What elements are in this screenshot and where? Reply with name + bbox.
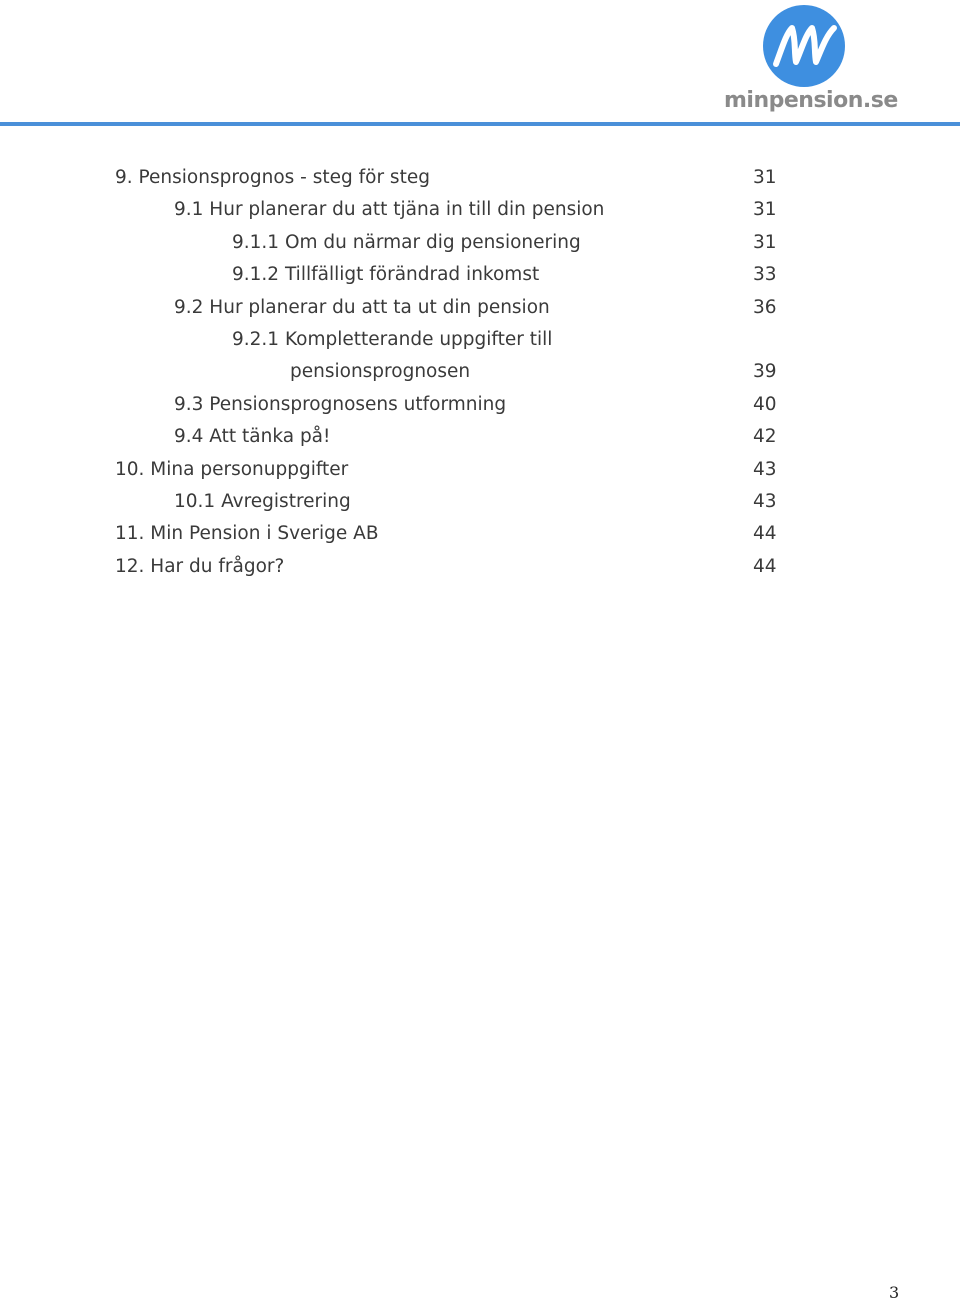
logo-wordmark: minpension.se [724, 88, 898, 113]
toc-entry[interactable] [0, 194, 960, 226]
toc-entry-page: 31 [753, 231, 777, 253]
toc-entry-page: 40 [753, 393, 777, 415]
toc-entry-label: 12. Har du frågor? [115, 555, 285, 577]
toc-entry-page: 33 [753, 264, 777, 286]
toc-entry-page: 31 [753, 167, 777, 188]
page-header [0, 0, 960, 130]
toc-entry-label: pensionsprognosen [290, 361, 471, 383]
toc-entry[interactable] [0, 324, 960, 356]
toc-entry[interactable] [0, 454, 960, 486]
toc-entry[interactable] [0, 292, 960, 324]
toc-entry-page: 44 [753, 523, 777, 545]
toc-entry-label: 11. Min Pension i Sverige AB [115, 523, 379, 545]
toc-entry-page: 42 [753, 426, 777, 448]
toc-entry-page: 39 [753, 361, 777, 383]
toc-entry-label: 9.1.2 Tillfälligt förändrad inkomst [232, 264, 540, 286]
toc-entry-label: 9.2 Hur planerar du att ta ut din pension [174, 296, 550, 318]
minpension-logo[interactable] [724, 4, 898, 120]
toc-entry-label: 9.4 Att tänka på! [174, 426, 331, 448]
toc-entry-label: 9.3 Pensionsprognosens utformning [174, 393, 507, 415]
toc-entry[interactable] [0, 356, 960, 388]
toc-entry[interactable] [0, 551, 960, 583]
toc-entry[interactable] [0, 162, 960, 194]
toc-entry-label: 10.1 Avregistrering [174, 490, 351, 512]
toc-entry[interactable] [0, 518, 960, 550]
toc-entry-page: 36 [753, 296, 777, 318]
toc-entry-page: 31 [753, 199, 777, 221]
toc-entry-page: 43 [753, 458, 777, 480]
toc-entry-label: 9.2.1 Kompletterande uppgifter till [232, 328, 553, 350]
table-of-contents [0, 162, 960, 583]
toc-entry[interactable] [0, 486, 960, 518]
minpension-m-icon [762, 4, 846, 88]
toc-entry-label: 9. Pensionsprognos - steg för steg [115, 167, 430, 188]
page-number: 3 [889, 1283, 900, 1302]
toc-entry-label: 10. Mina personuppgifter [115, 458, 349, 480]
toc-entry-label: 9.1 Hur planerar du att tjäna in till din pension [174, 199, 605, 221]
header-divider [0, 122, 960, 126]
toc-entry[interactable] [0, 421, 960, 453]
toc-entry[interactable] [0, 227, 960, 259]
toc-entry-label: 9.1.1 Om du närmar dig pensionering [232, 231, 581, 253]
toc-entry-page: 43 [753, 490, 777, 512]
toc-entry-page: 44 [753, 555, 777, 577]
toc-entry[interactable] [0, 259, 960, 291]
toc-entry[interactable] [0, 389, 960, 421]
